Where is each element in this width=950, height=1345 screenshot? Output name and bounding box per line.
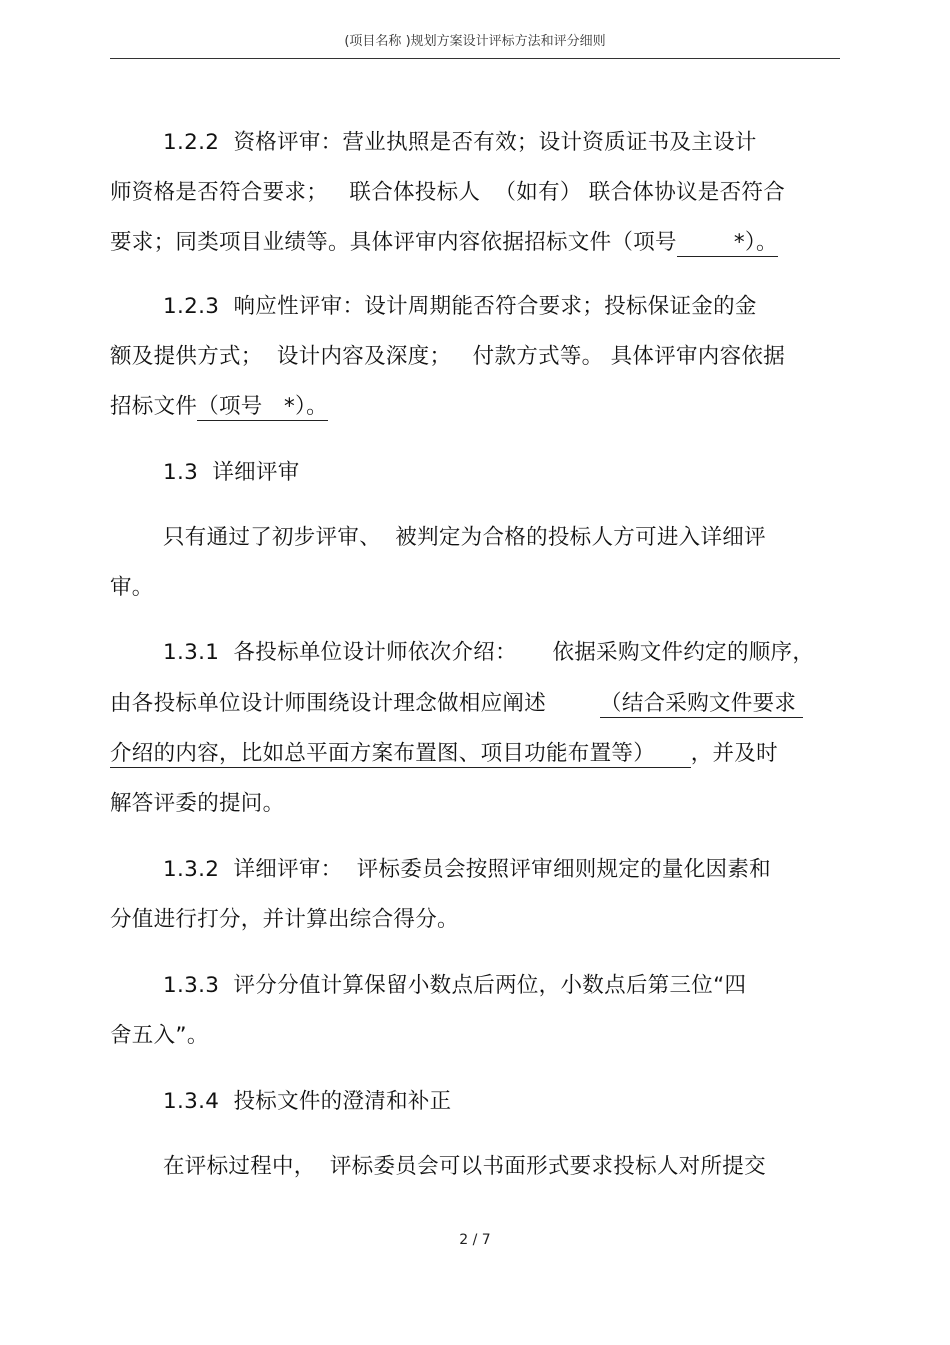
text-span: 招标文件	[110, 394, 198, 419]
running-header: (项目名称 )规划方案设计评标方法和评分细则	[344, 34, 606, 49]
paragraph-line: 1.2.3 响应性评审：设计周期能否符合要求；投标保证金的金	[163, 294, 757, 319]
text-span: 要求；同类项目业绩等。具体评审内容依据招标文件（项号	[110, 230, 677, 255]
paragraph-line: 舍五入”。	[110, 1023, 209, 1048]
paragraph-line: 只有通过了初步评审、 被判定为合格的投标人方可进入详细评	[163, 525, 766, 550]
section-heading: 1.3 详细评审	[163, 460, 300, 485]
paragraph-line	[110, 392, 328, 422]
paragraph-line: 1.3.3 评分分值计算保留小数点后两位，小数点后第三位“四	[163, 973, 747, 998]
paragraph-line: 1.3.2 详细评审： 评标委员会按照评审细则规定的量化因素和	[163, 857, 771, 882]
page-number: 2 / 7	[459, 1232, 491, 1248]
paragraph-line: 额及提供方式； 设计内容及深度； 付款方式等。 具体评审内容依据	[110, 344, 786, 369]
paragraph-line: 分值进行打分，并计算出综合得分。	[110, 907, 459, 932]
paragraph-line: 1.3.1 各投标单位设计师依次介绍： 依据采购文件约定的顺序，	[163, 640, 815, 665]
underlined-blank: （项号 *）。	[197, 394, 328, 419]
paragraph-line	[110, 689, 803, 719]
paragraph-line	[110, 228, 778, 258]
paragraph-line: 在评标过程中， 评标委员会可以书面形式要求投标人对所提交	[163, 1154, 766, 1179]
underlined-text: 介绍的内容，比如总平面方案布置图、项目功能布置等）	[110, 741, 691, 766]
text-span: 由各投标单位设计师围绕设计理念做相应阐述	[110, 691, 547, 716]
underlined-text: （结合采购文件要求	[600, 691, 804, 716]
underlined-blank: *）。	[676, 230, 778, 255]
paragraph-line: 审。	[110, 575, 154, 600]
paragraph-line: 解答评委的提问。	[110, 791, 285, 816]
header-rule	[110, 58, 840, 59]
paragraph-line: 1.2.2 资格评审：营业执照是否有效；设计资质证书及主设计	[163, 130, 757, 155]
section-heading: 1.3.4 投标文件的澄清和补正	[163, 1089, 452, 1114]
paragraph-line: 师资格是否符合要求； 联合体投标人 （如有） 联合体协议是否符合	[110, 180, 786, 205]
text-span: ，并及时	[690, 741, 778, 766]
paragraph-line	[110, 739, 778, 769]
